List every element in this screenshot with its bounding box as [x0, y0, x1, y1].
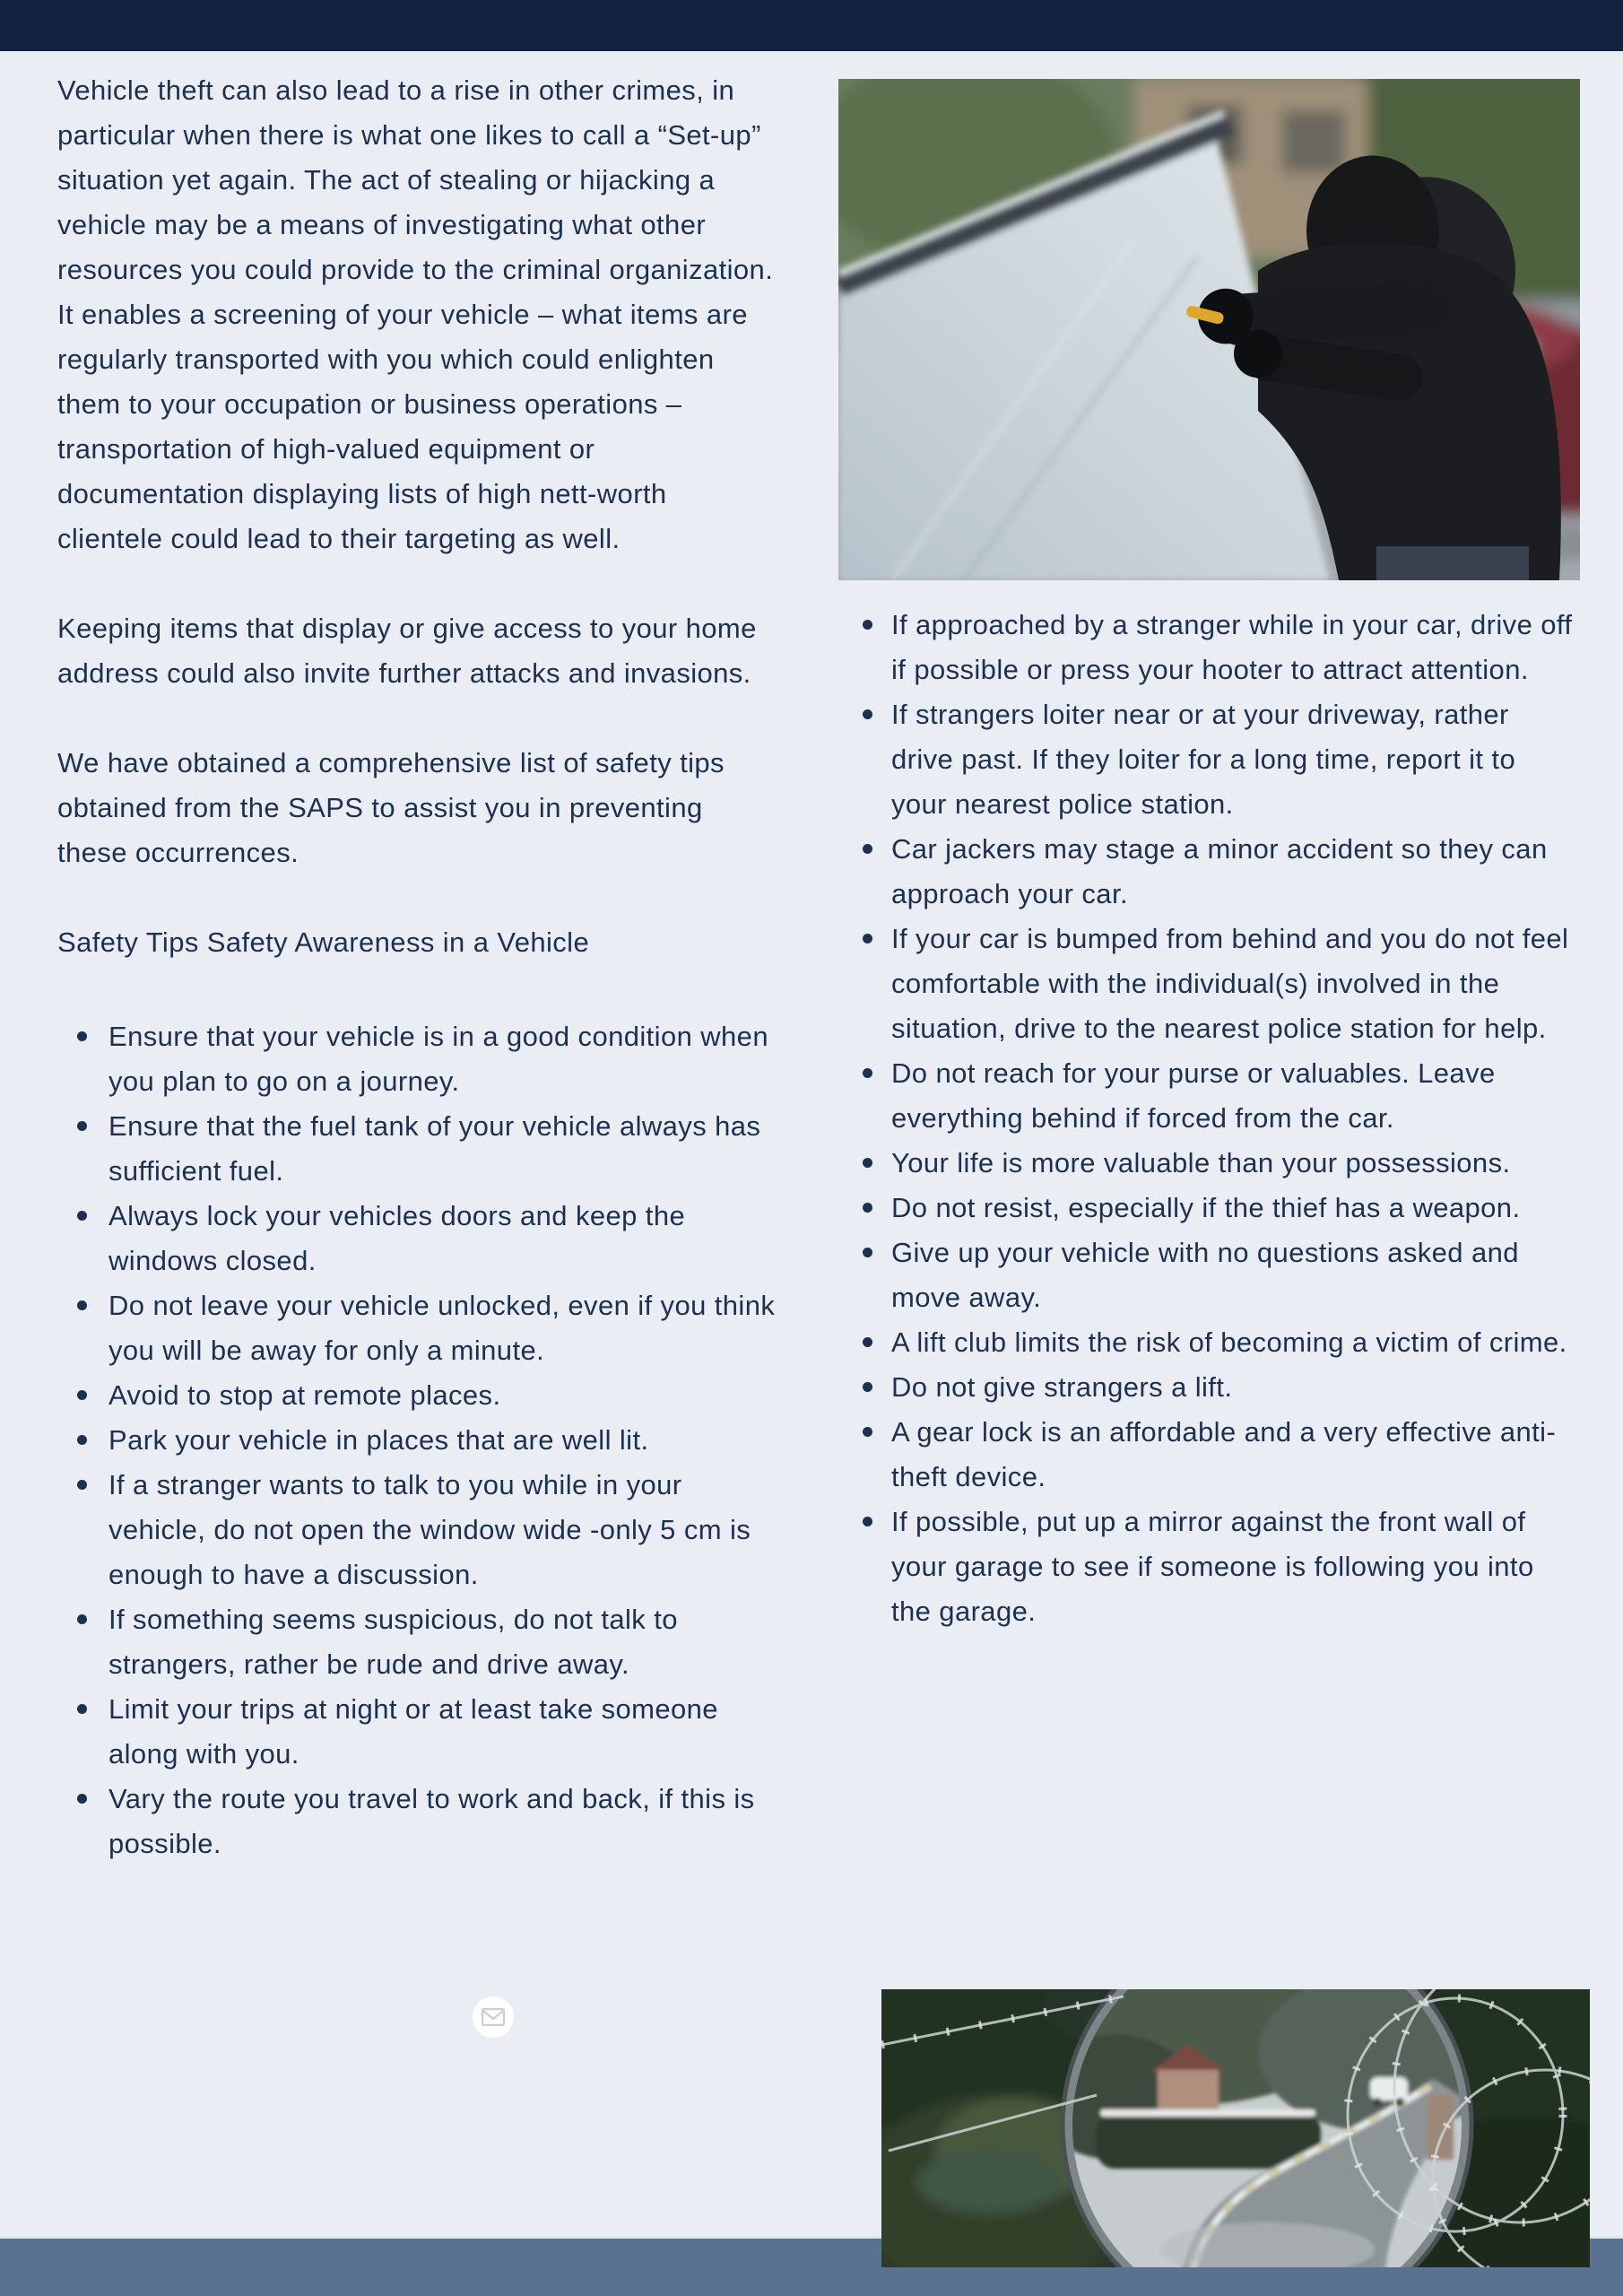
bullet-text: Always lock your vehicles doors and keep the windows closed.	[108, 1200, 686, 1276]
bullet-icon	[77, 1435, 87, 1445]
bullet-text: Ensure that your vehicle is in a good condition when you plan to go on a journey.	[108, 1021, 768, 1097]
security-mirror-illustration	[881, 1989, 1590, 2267]
left-column	[57, 68, 779, 1866]
bullet-icon	[863, 1382, 872, 1392]
header-bar	[0, 0, 1623, 51]
car-thief-illustration	[838, 79, 1580, 580]
bullet-text: Do not give strangers a lift.	[891, 1371, 1233, 1403]
paragraph: Vehicle theft can also lead to a rise in other crimes, in particular when there is what one likes to call a “Set-up” situation yet again. The act of stealing or hijacking a vehicle may be a means of investigating what other resources you could provide to the criminal organization. It enables a screening of your vehicle – what items are regularly transported with you which could enlighten them to your occupation or business operations – transportation of high-valued equipment or documentation displaying lists of high nett-worth clientele could lead to their targeting as well.	[57, 74, 774, 554]
bullet-icon	[863, 1427, 872, 1437]
list-item	[57, 1104, 779, 1194]
bullet-icon	[77, 1300, 87, 1310]
paragraph: We have obtained a comprehensive list of safety tips obtained from the SAPS to assist you in preventing these occurrences.	[57, 747, 725, 868]
list-item	[841, 1410, 1575, 1500]
bullet-text: Do not resist, especially if the thief has a weapon.	[891, 1192, 1521, 1223]
bullet-icon	[863, 844, 872, 854]
right-column	[841, 603, 1575, 1634]
bullet-text: A gear lock is an affordable and a very effective anti-theft device.	[891, 1416, 1557, 1492]
bullet-text: Avoid to stop at remote places.	[108, 1379, 501, 1411]
bullet-text: If your car is bumped from behind and you do not feel comfortable with the individual(s) involved in the situation, drive to the nearest police station for help.	[891, 923, 1569, 1044]
hijack-safety-bullet-list	[841, 603, 1575, 1634]
bullet-text: Limit your trips at night or at least take someone along with you.	[108, 1693, 718, 1770]
bullet-icon	[863, 1203, 872, 1213]
list-item	[841, 1186, 1575, 1231]
bullet-icon	[863, 1517, 872, 1526]
bullet-icon	[863, 1068, 872, 1078]
section-heading: Safety Tips Safety Awareness in a Vehicle	[57, 926, 590, 958]
bullet-text: If strangers loiter near or at your driveway, rather drive past. If they loiter for a long time, report it to your nearest police station.	[891, 699, 1516, 820]
bullet-icon	[863, 1158, 872, 1168]
bullet-text: If a stranger wants to talk to you while in your vehicle, do not open the window wide -only 5 cm is enough to have a discussion.	[108, 1469, 751, 1590]
list-item	[841, 603, 1575, 692]
bullet-icon	[863, 1337, 872, 1347]
bullet-text: Park your vehicle in places that are well lit.	[108, 1424, 649, 1456]
list-item	[841, 1365, 1575, 1410]
list-item	[841, 692, 1575, 827]
list-item	[57, 1418, 779, 1463]
bullet-icon	[77, 1211, 87, 1221]
list-item	[57, 1194, 779, 1283]
bullet-text: Ensure that the fuel tank of your vehicle always has sufficient fuel.	[108, 1110, 761, 1187]
list-item	[841, 1141, 1575, 1186]
list-item	[57, 1373, 779, 1418]
bullet-icon	[77, 1390, 87, 1400]
chat-widget-button[interactable]	[473, 1996, 514, 2038]
paragraph: Keeping items that display or give access to your home address could also invite further attacks and invasions.	[57, 613, 757, 689]
list-item	[57, 1777, 779, 1866]
list-item	[841, 1231, 1575, 1320]
bullet-text: Car jackers may stage a minor accident so they can approach your car.	[891, 833, 1548, 909]
list-item	[57, 1597, 779, 1687]
bullet-icon	[77, 1031, 87, 1041]
bullet-text: Do not leave your vehicle unlocked, even if you think you will be away for only a minute.	[108, 1290, 776, 1366]
envelope-icon	[482, 2008, 505, 2026]
bullet-icon	[77, 1480, 87, 1490]
list-item	[57, 1463, 779, 1597]
list-item	[841, 917, 1575, 1051]
bullet-text: Do not reach for your purse or valuables. Leave everything behind if forced from the car.	[891, 1057, 1496, 1134]
bullet-text: Vary the route you travel to work and back, if this is possible.	[108, 1783, 755, 1859]
security-mirror-photo	[881, 1989, 1590, 2267]
bullet-text: If possible, put up a mirror against the front wall of your garage to see if someone is following you into the garage.	[891, 1506, 1534, 1627]
list-item	[57, 1014, 779, 1104]
bullet-icon	[77, 1794, 87, 1804]
bullet-text: A lift club limits the risk of becoming a victim of crime.	[891, 1326, 1567, 1358]
list-item	[841, 1051, 1575, 1141]
bullet-text: Give up your vehicle with no questions asked and move away.	[891, 1237, 1519, 1313]
list-item	[57, 1283, 779, 1373]
bullet-icon	[77, 1614, 87, 1624]
bullet-icon	[77, 1121, 87, 1131]
car-thief-photo	[838, 79, 1580, 580]
list-item	[57, 1687, 779, 1777]
bullet-icon	[863, 934, 872, 944]
bullet-icon	[77, 1704, 87, 1714]
list-item	[841, 1500, 1575, 1634]
bullet-icon	[863, 620, 872, 630]
intro-paragraphs	[57, 68, 779, 875]
bullet-icon	[863, 709, 872, 719]
list-item	[841, 827, 1575, 917]
bullet-text: If approached by a stranger while in your car, drive off if possible or press your hooter to attract attention.	[891, 609, 1573, 685]
bullet-icon	[863, 1248, 872, 1257]
list-item	[841, 1320, 1575, 1365]
bullet-text: Your life is more valuable than your possessions.	[891, 1147, 1511, 1178]
vehicle-safety-bullet-list	[57, 1014, 779, 1866]
bullet-text: If something seems suspicious, do not talk to strangers, rather be rude and drive away.	[108, 1604, 678, 1680]
